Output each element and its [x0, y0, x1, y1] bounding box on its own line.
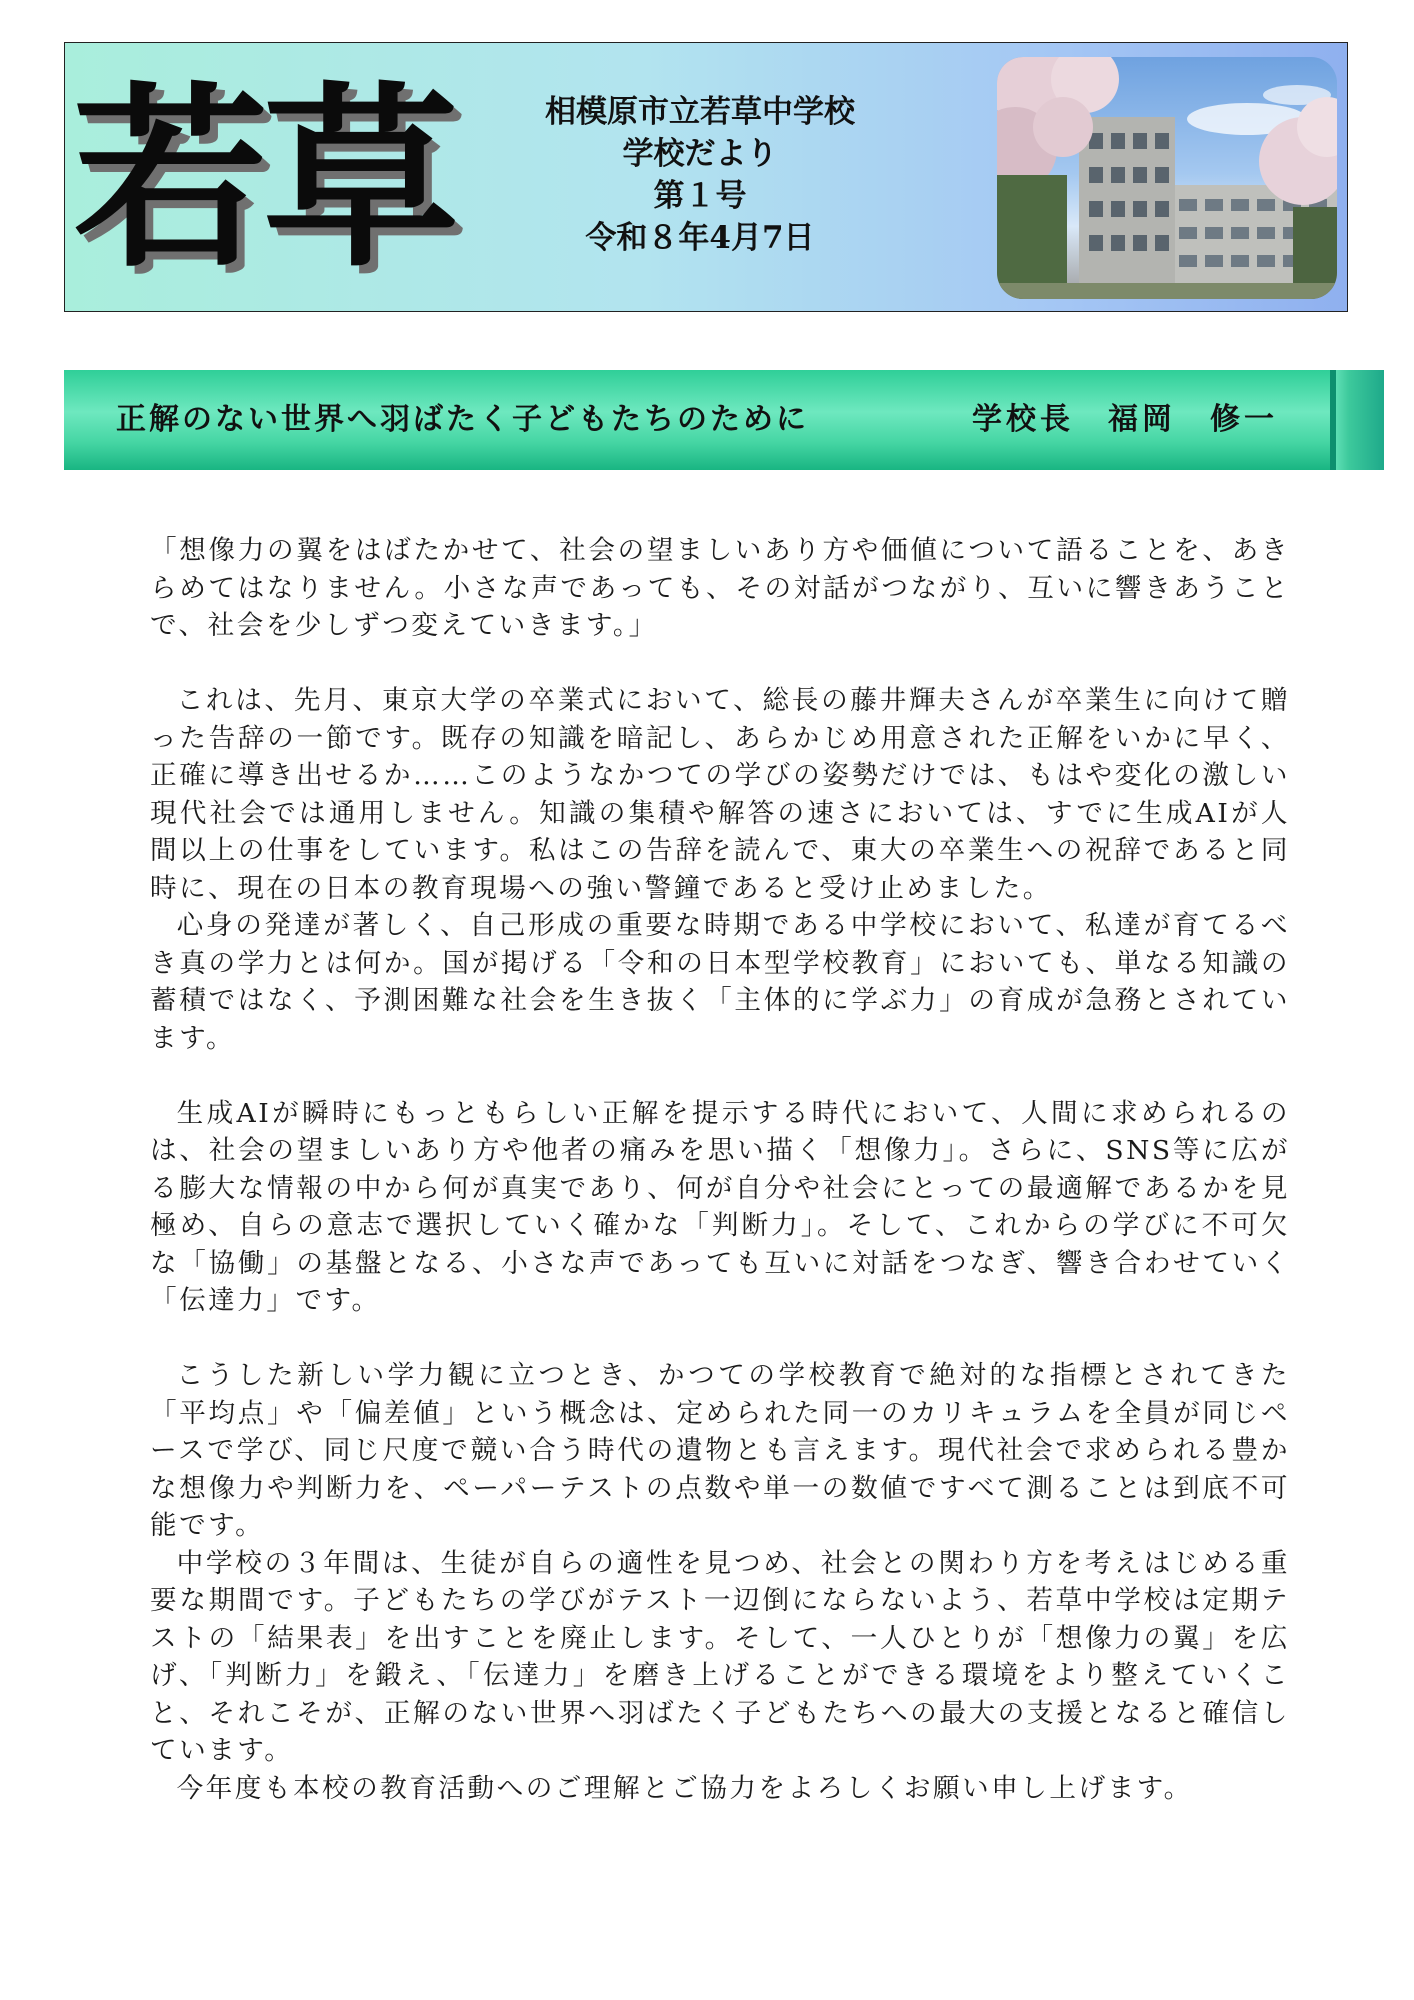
article-body	[150, 532, 1290, 1807]
issue-date: 令和８年4月7日	[585, 220, 815, 256]
article-paragraph: これは、先月、東京大学の卒業式において、総長の藤井輝夫さんが卒業生に向けて贈った告辞の一節です。既存の知識を暗記し、あらかじめ用意された正解をいかに早く、正確に導き出せるか……このようなかつての学びの姿勢だけでは、もはや変化の激しい現代社会では通用しません。知識の集積や解答の速さにおいては、すでに生成AIが人間以上の仕事をしています。私はこの告辞を読んで、東大の卒業生への祝辞であると同時に、現在の日本の教育現場への強い警鐘であると受け止めました。	[150, 685, 1290, 904]
school-name: 相模原市立若草中学校	[545, 94, 855, 130]
school-building-photo	[997, 57, 1337, 299]
article-paragraph: こうした新しい学力観に立つとき、かつての学校教育で絶対的な指標とされてきた「平均点」や「偏差値」という概念は、定められた同一のカリキュラムを全員が同じペースで学び、同じ尺度で競い合う時代の遺物とも言えます。現代社会で求められる豊かな想像力や判断力を、ペーパーテストの点数や単一の数値ですべて測ることは到底不可能です。	[150, 1360, 1290, 1541]
article-heading-banner	[64, 370, 1384, 470]
article-author: 学校長 福岡 修一	[972, 402, 1278, 437]
masthead-info	[505, 91, 895, 259]
article-paragraph: 「想像力の翼をはばたかせて、社会の望ましいあり方や価値について語ることを、あきらめてはなりません。小さな声であっても、その対話がつながり、互いに響きあうことで、社会を少しずつ変えていきます。」	[150, 535, 1290, 641]
article-paragraph: 中学校の３年間は、生徒が自らの適性を見つめ、社会との関わり方を考えはじめる重要な期間です。子どもたちの学びがテスト一辺倒にならないよう、若草中学校は定期テストの「結果表」を出すことを廃止します。そして、一人ひとりが「想像力の翼」を広げ、「判断力」を鍛え、「伝達力」を磨き上げることができる環境をより整えていくこと、それこそが、正解のない世界へ羽ばたく子どもたちへの最大の支援となると確信しています。	[150, 1547, 1290, 1766]
article-paragraph: 心身の発達が著しく、自己形成の重要な時期である中学校において、私達が育てるべき真の学力とは何か。国が掲げる「令和の日本型学校教育」においても、単なる知識の蓄積ではなく、予測困難な社会を生き抜く「主体的に学ぶ力」の育成が急務とされています。	[150, 910, 1290, 1054]
masthead	[64, 42, 1348, 312]
issue-number: 第１号	[653, 178, 747, 214]
article-heading: 正解のない世界へ羽ばたく子どもたちのために	[116, 402, 809, 437]
article-paragraph: 今年度も本校の教育活動へのご理解とご協力をよろしくお願い申し上げます。	[176, 1772, 1193, 1804]
article-paragraph: 生成AIが瞬時にもっともらしい正解を提示する時代において、人間に求められるのは、社会の望ましいあり方や他者の痛みを思い描く「想像力」。さらに、SNS等に広がる膨大な情報の中から何が真実であり、何が自分や社会にとっての最適解であるかを見極め、自らの意志で選択していく確かな「判断力」。そして、これからの学びに不可欠な「協働」の基盤となる、小さな声であっても互いに対話をつなぎ、響き合わせていく「伝達力」です。	[150, 1097, 1290, 1316]
publication-name: 学校だより	[622, 136, 778, 172]
banner-end-tab	[1330, 370, 1384, 470]
masthead-title: 若草	[73, 64, 454, 294]
